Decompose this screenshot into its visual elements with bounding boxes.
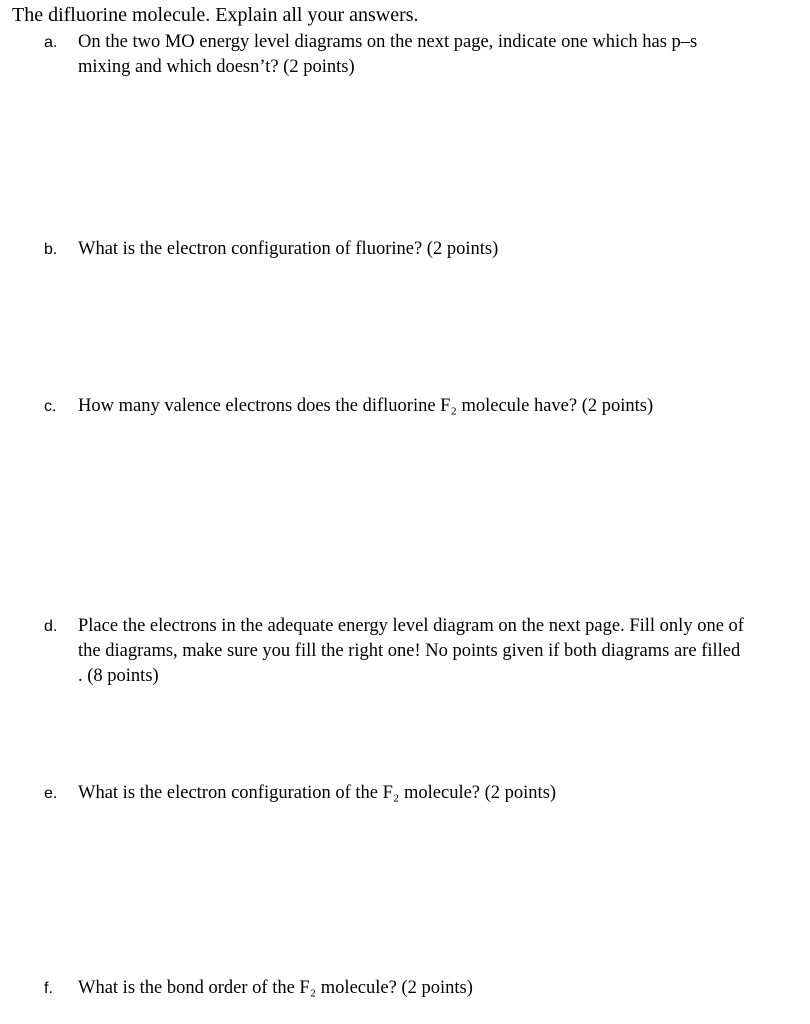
question-line: What is the electron configuration of fluorine? (2 points) <box>78 239 499 259</box>
question-line: the diagrams, make sure you fill the right one! No points given if both diagrams are filled <box>78 641 741 661</box>
question-label: e. <box>44 785 58 802</box>
question-label: a. <box>44 34 58 51</box>
question-line: What is the electron configuration of the F₂ molecule? (2 points) <box>78 783 557 803</box>
question-text <box>78 394 800 419</box>
question-text <box>78 976 800 1001</box>
question-label: d. <box>44 618 58 635</box>
question-line: mixing and which doesn’t? (2 points) <box>78 57 355 77</box>
question-line: On the two MO energy level diagrams on the next page, indicate one which has p–s <box>78 32 698 52</box>
question-text <box>78 614 800 689</box>
question-line: What is the bond order of the F₂ molecule? (2 points) <box>78 978 473 998</box>
question-line: Place the electrons in the adequate energy level diagram on the next page. Fill only one of <box>78 616 744 636</box>
question-label: b. <box>44 241 58 258</box>
question-label: f. <box>44 980 53 997</box>
question-text <box>78 30 800 80</box>
question-line: . (8 points) <box>78 666 159 686</box>
question-text <box>78 781 800 806</box>
question-text <box>78 237 800 262</box>
question-line: How many valence electrons does the difluorine F₂ molecule have? (2 points) <box>78 396 654 416</box>
page-title: The difluorine molecule. Explain all your answers. <box>12 4 419 26</box>
question-label: c. <box>44 398 57 415</box>
